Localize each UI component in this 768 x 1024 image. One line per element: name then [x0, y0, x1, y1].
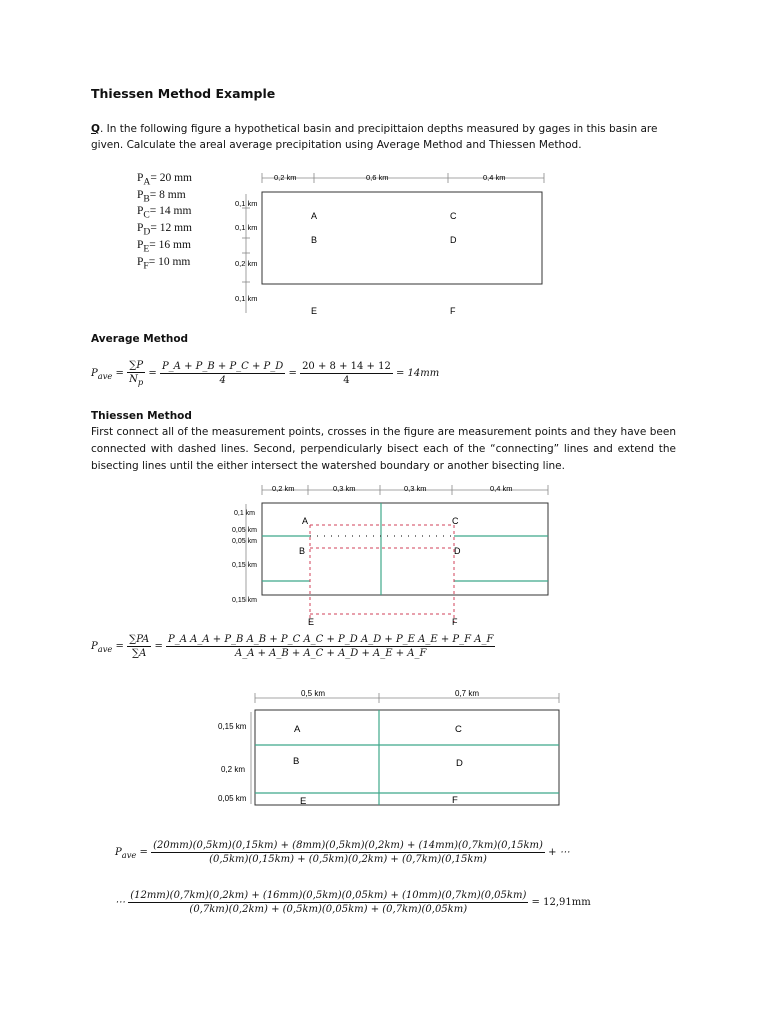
fig1-point-c: C: [450, 211, 457, 221]
f3-lead: ⋯: [115, 897, 125, 908]
fig1-dim-left-2: 0,2 km: [235, 259, 258, 268]
basin-boundary: [262, 192, 542, 284]
precip-b: $P_B= 8$ mm: [137, 188, 186, 204]
f2-frac2-num: P_A A_A + P_B A_B + P_C A_C + P_D A_D + P_E A_E + P_F A_F: [168, 634, 494, 645]
precip-a: $P_A= 20$ mm: [137, 172, 192, 188]
f3-frac1-den: (0,5km)(0,15km) + (0,5km)(0,2km) + (0,7km)(0,15km): [209, 854, 487, 865]
fig3-point-b: B: [293, 756, 300, 767]
fig3-dim-left-0: 0,15 km: [218, 722, 247, 731]
avg-result: = 14mm: [396, 368, 440, 379]
fig2-dim-top-3: 0,4 km: [490, 484, 513, 493]
fig2-dim-left-3: 0,15 km: [232, 562, 257, 569]
page-title: Thiessen Method Example: [91, 86, 276, 101]
average-heading: Average Method: [91, 333, 189, 345]
average-formula: $P_{ave}$ = $\frac{\sum P}{N_p}$ = $\frac{P\_A + P\_B + P\_C + P\_D}{4}$ = $\frac{20 + 8 + 14 + 12}{4}$ = 14mm: [91, 360, 440, 387]
fig1-dim-left-3: 0,1 km: [235, 294, 258, 303]
fig2-dim-top-2: 0,3 km: [404, 484, 427, 493]
fig2-dim-left-4: 0,15 km: [232, 597, 257, 604]
fig3-point-d: D: [456, 758, 463, 769]
avg-frac1-den-sub: p: [137, 377, 144, 387]
avg-lhs-sub: ave: [97, 371, 113, 381]
fig3-dim-left-2: 0,05 km: [218, 794, 247, 803]
fig3-point-c: C: [455, 724, 462, 735]
thiessen-text: First connect all of the measurement points, crosses in the figure are measurement points and they have been connected with dashed lines. Second, perpendicularly bisect each of the “connecting” lines and extend the bisecting lines until the either intersect the watershed boundary or another bisecting line.: [91, 426, 676, 472]
fig1-dim-top-0: 0,2 km: [274, 173, 297, 182]
f3-cont: + ⋯: [548, 847, 570, 858]
thiessen-formula: $P_{ave}$ = $\frac{\sum PA}{\sum A}$ = $\frac{\text{P\_A A\_A + P\_B A\_B + P\_C A\_C + P\_D A\_D + P\_E A\_E + P\_F A\_F}}{A\_A + A\_B + A\_C + A\_D + A\_E + A\_F}$: [91, 634, 494, 659]
fig1-dim-top-2: 0,4 km: [483, 173, 506, 182]
fig3-dim-left-1: 0,2 km: [221, 765, 246, 774]
fig3-dim-top-0: 0,5 km: [301, 689, 326, 698]
thiessen-figure-2: [228, 482, 552, 630]
fig3-region-lines: [255, 710, 559, 805]
fig1-dim-left-0: 0,1 km: [235, 199, 258, 208]
avg-lhs: P: [91, 368, 98, 379]
f3-result: = 12,91mm: [531, 897, 591, 908]
avg-frac2-num: P_A + P_B + P_C + P_D: [161, 361, 284, 372]
fig3-boundary: [255, 710, 559, 805]
fig1-point-d: D: [450, 235, 457, 245]
connecting-lines: [310, 525, 454, 622]
f3-lhs-sub: ave: [121, 850, 137, 860]
f3-frac1-num: (20mm)(0,5km)(0,15km) + (8mm)(0,5km)(0,2km) + (14mm)(0,7km)(0,15km): [153, 840, 543, 851]
precip-e: $P_E= 16$ mm: [137, 238, 191, 255]
fig1-point-e: E: [311, 306, 318, 316]
fig1-dim-left-1: 0,1 km: [235, 223, 258, 232]
precip-f: $P_F= 10$ mm: [137, 255, 191, 271]
f2-frac1-num: ∑PA: [129, 634, 150, 645]
f2-frac1-den: ∑A: [131, 648, 147, 659]
fig2-dim-left-1: 0,05 km: [232, 527, 257, 534]
fig1-point-f: F: [450, 306, 456, 316]
avg-frac3-den: 4: [343, 375, 350, 386]
f2-lhs: P: [91, 641, 98, 652]
final-formula-line1: $P_{ave}$ = (20mm)(0,5km)(0,15km) + (8mm)(0,5km)(0,2km) + (14mm)(0,7km)(0,15km) (0,5km)(0,15km) + (0,5km)(0,2km) + (0,7km)(0,15km) + ⋯: [115, 840, 570, 865]
precip-d: $P_D= 12$ mm: [137, 222, 192, 238]
basin-figure-1: [228, 168, 558, 320]
fig2-dim-top-0: 0,2 km: [272, 484, 295, 493]
avg-frac3-num: 20 + 8 + 14 + 12: [302, 361, 391, 372]
fig1-point-a: A: [311, 211, 318, 221]
precipitation-list: [137, 172, 192, 272]
fig2-point-f: F: [452, 617, 458, 627]
fig2-point-d: D: [454, 546, 461, 556]
thiessen-figure-3: [215, 686, 565, 808]
fig2-point-b: B: [299, 546, 306, 556]
f3-lhs: P: [115, 847, 122, 858]
fig2-point-a: A: [302, 516, 309, 526]
fig3-point-a: A: [294, 724, 301, 735]
fig2-point-e: E: [308, 617, 315, 627]
question-text: [91, 121, 691, 153]
fig2-point-c: C: [452, 516, 459, 526]
f2-lhs-sub: ave: [97, 644, 113, 654]
fig2-dim-left-2: 0,05 km: [232, 538, 257, 545]
question-body: . In the following figure a hypothetical basin and precipittaion depths measured by gages in this basin are given. Calculate the areal average precipitation using Average Method and Thiessen Method.: [91, 123, 658, 151]
precip-c: $P_C= 14$ mm: [137, 205, 192, 221]
fig2-dim-left-0: 0,1 km: [234, 510, 256, 517]
avg-frac1-den: N: [129, 374, 138, 385]
f3-frac2-num: (12mm)(0,7km)(0,2km) + (16mm)(0,5km)(0,05km) + (10mm)(0,7km)(0,05km): [130, 890, 527, 901]
final-formula-line2: [115, 890, 591, 915]
thiessen-heading: Thiessen Method: [91, 410, 192, 422]
fig3-dim-top-1: 0,7 km: [455, 689, 480, 698]
question-label: Q: [91, 123, 100, 135]
avg-frac1-num: ∑P: [129, 360, 144, 371]
fig3-point-f: F: [452, 795, 458, 806]
avg-frac2-den: 4: [219, 375, 226, 386]
f2-frac2-den: A_A + A_B + A_C + A_D + A_E + A_F: [234, 648, 427, 659]
fig1-point-b: B: [311, 235, 318, 245]
fig2-dim-top-1: 0,3 km: [333, 484, 356, 493]
fig3-point-e: E: [300, 796, 307, 807]
f3-frac2-den: (0,7km)(0,2km) + (0,5km)(0,05km) + (0,7km)(0,05km): [189, 904, 468, 915]
fig1-dim-top-1: 0,6 km: [366, 173, 389, 182]
